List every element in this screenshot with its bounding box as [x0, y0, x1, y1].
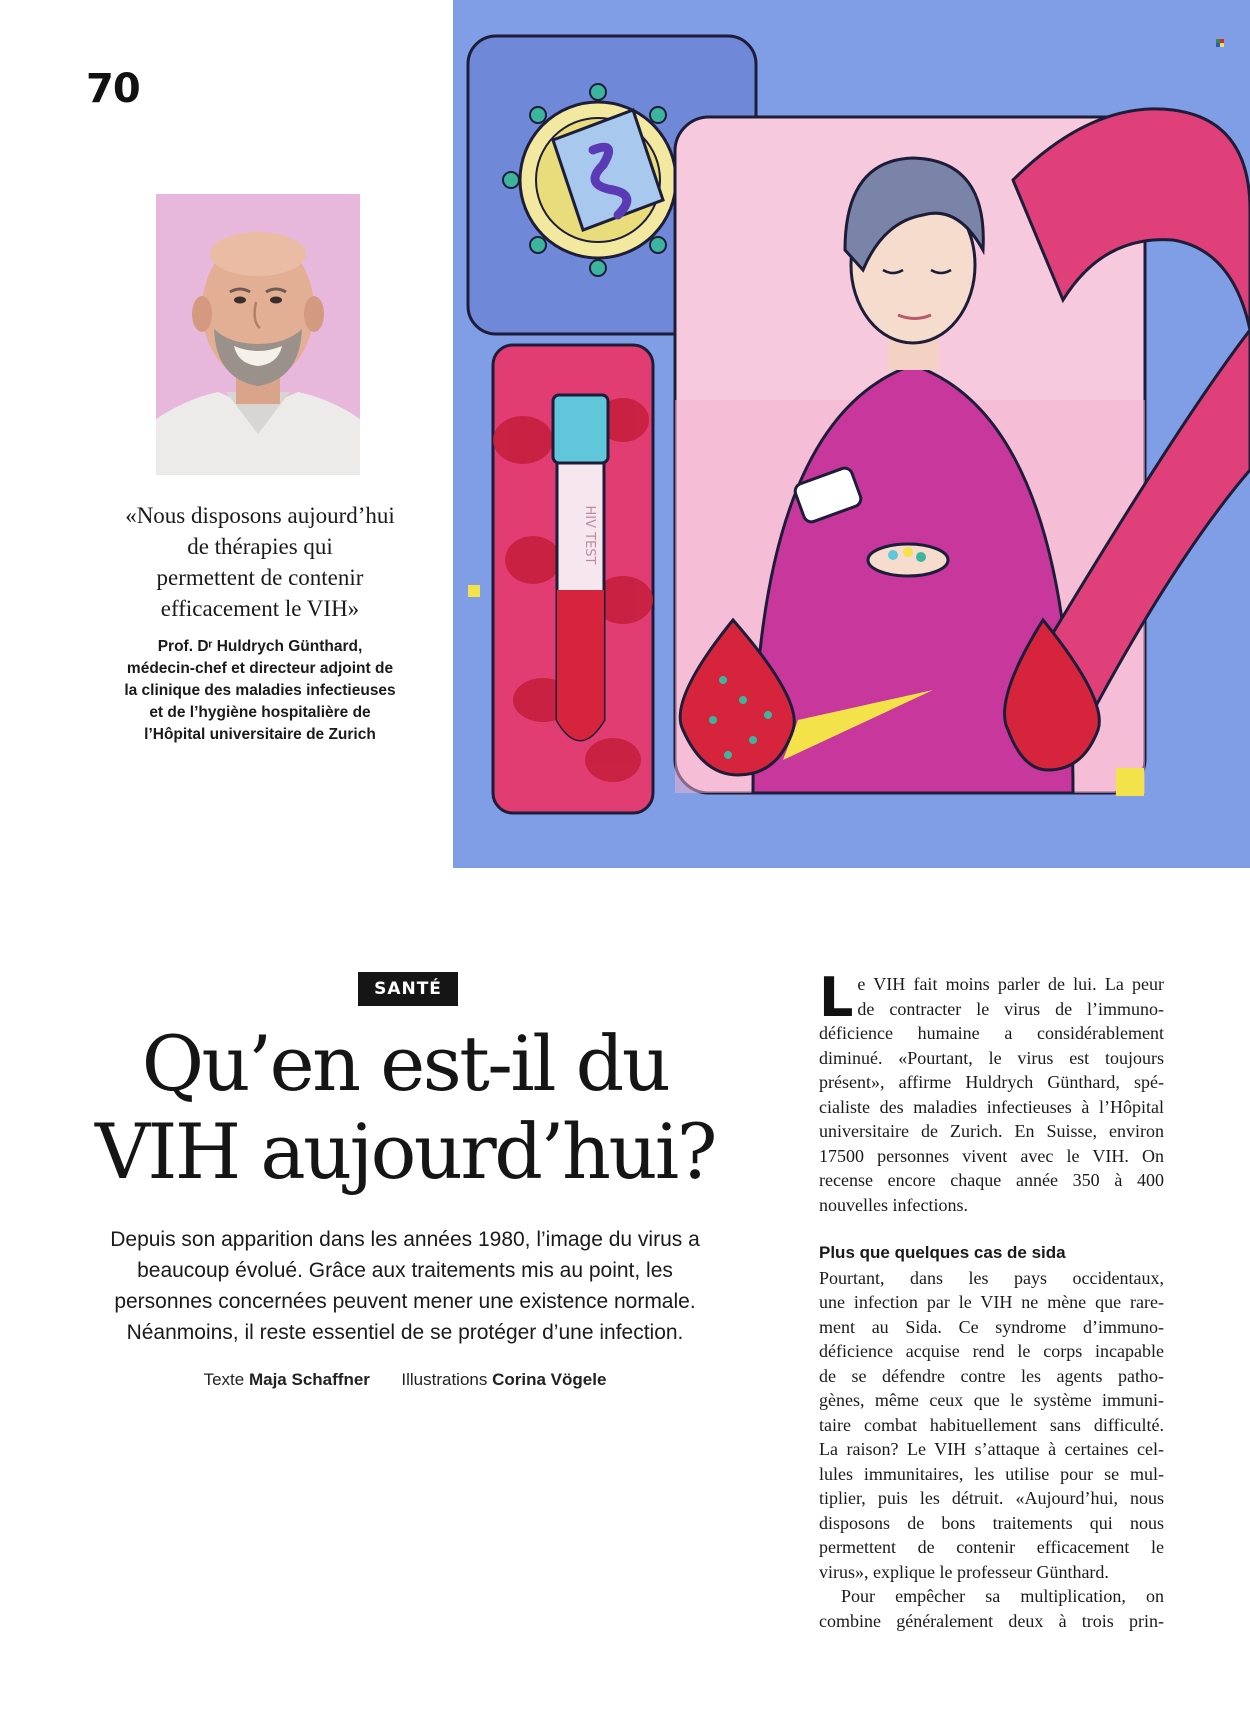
body-line: de se défendre contre les agents patho-: [819, 1365, 1164, 1386]
body-line: 17500 personnes vivent avec le VIH. On: [819, 1145, 1164, 1166]
body-line: virus», explique le professeur Günthard.: [819, 1561, 1109, 1582]
attribution-line: médecin-chef et directeur adjoint de: [126, 660, 394, 677]
portrait-photo: [156, 194, 360, 475]
quote-line: efficacement le VIH»: [160, 596, 360, 621]
attribution-line: la clinique des maladies infectieuses: [124, 682, 396, 699]
article-headline: [60, 1020, 750, 1196]
lead-line: personnes concernées peuvent mener une existence normale.: [114, 1290, 696, 1313]
lead-line: beaucoup évolué. Grâce aux traitements mis au point, les: [137, 1259, 673, 1282]
body-line: La raison? Le VIH s’attaque à certaines cel-: [819, 1439, 1164, 1459]
body-line: déficience acquise rend le corps incapable: [819, 1341, 1164, 1361]
tube-label: HIV TEST: [582, 505, 597, 565]
credits-illus-author: Corina Vögele: [492, 1370, 607, 1389]
body-line: cialiste des maladies infectieuses à l’Hôpital: [819, 1096, 1164, 1117]
body-line: recense encore chaque année 350 à 400: [819, 1170, 1164, 1190]
page-number: 70: [86, 66, 140, 112]
category-badge: SANTÉ: [358, 972, 458, 1006]
body-line: ment au Sida. Ce syndrome d’immuno-: [819, 1316, 1164, 1337]
body-line: déficience humaine a considérablement: [819, 1023, 1164, 1043]
attribution-line: et de l’hygiène hospitalière de: [149, 704, 371, 721]
body-line: Pour empêcher sa multiplication, on: [841, 1586, 1164, 1606]
pull-quote: [110, 500, 410, 624]
attribution-line: l’Hôpital universitaire de Zurich: [144, 726, 376, 743]
body-line: gènes, même ceux que le système immuni-: [819, 1390, 1164, 1410]
attribution-line: Prof. Dʳ Huldrych Günthard,: [157, 638, 363, 655]
lead-line: Depuis son apparition dans les années 1980, l’image du virus a: [110, 1228, 700, 1251]
body-line: diminué. «Pourtant, le virus est toujours: [819, 1047, 1164, 1068]
lead-line: Néanmoins, il reste essentiel de se protéger d’une infection.: [126, 1321, 684, 1344]
body-line: présent», affirme Huldrych Günthard, spé-: [819, 1072, 1164, 1092]
body-line: une infection par le VIH ne mène que rare-: [819, 1292, 1164, 1312]
headline-line: Qu’en est-il du: [141, 1019, 669, 1108]
article-lead: [80, 1224, 730, 1348]
quote-line: de thérapies qui: [187, 534, 333, 559]
quote-line: «Nous disposons aujourd’hui: [125, 503, 395, 528]
registration-mark: [1216, 34, 1224, 42]
section-subhead: Plus que quelques cas de sida: [819, 1243, 1066, 1262]
article-credits: [80, 1370, 730, 1390]
quote-attribution: [100, 636, 420, 746]
quote-line: permettent de contenir: [156, 565, 364, 590]
body-line: taire combat habituellement sans difficulté.: [819, 1414, 1164, 1435]
body-line: permettent de contenir efficacement le: [819, 1537, 1164, 1557]
body-line: tiplier, puis les détruit. «Aujourd’hui, nous: [819, 1488, 1164, 1508]
credits-text-label: Texte: [203, 1370, 245, 1389]
body-line: e VIH fait moins parler de lui. La peur: [857, 974, 1164, 994]
headline-line: VIH aujourd’hui?: [95, 1107, 715, 1196]
body-line: nouvelles infections.: [819, 1194, 968, 1215]
drop-cap: L: [819, 966, 854, 1029]
article-body: [819, 966, 1164, 1633]
body-line: de contracter le virus de l’immuno-: [857, 998, 1164, 1019]
credits-illus-label: Illustrations: [401, 1370, 488, 1389]
body-line: disposons de bons traitements qui nous: [819, 1512, 1164, 1533]
blood-panel: [493, 345, 653, 813]
body-line: lules immunitaires, les utilise pour se mul-: [819, 1463, 1164, 1484]
body-line: universitaire de Zurich. En Suisse, environ: [819, 1121, 1164, 1141]
body-line: Pourtant, dans les pays occidentaux,: [819, 1267, 1164, 1288]
body-line: combine généralement deux à trois prin-: [819, 1610, 1164, 1631]
hiv-illustration: [453, 0, 1250, 868]
credits-text-author: Maja Schaffner: [248, 1370, 370, 1389]
